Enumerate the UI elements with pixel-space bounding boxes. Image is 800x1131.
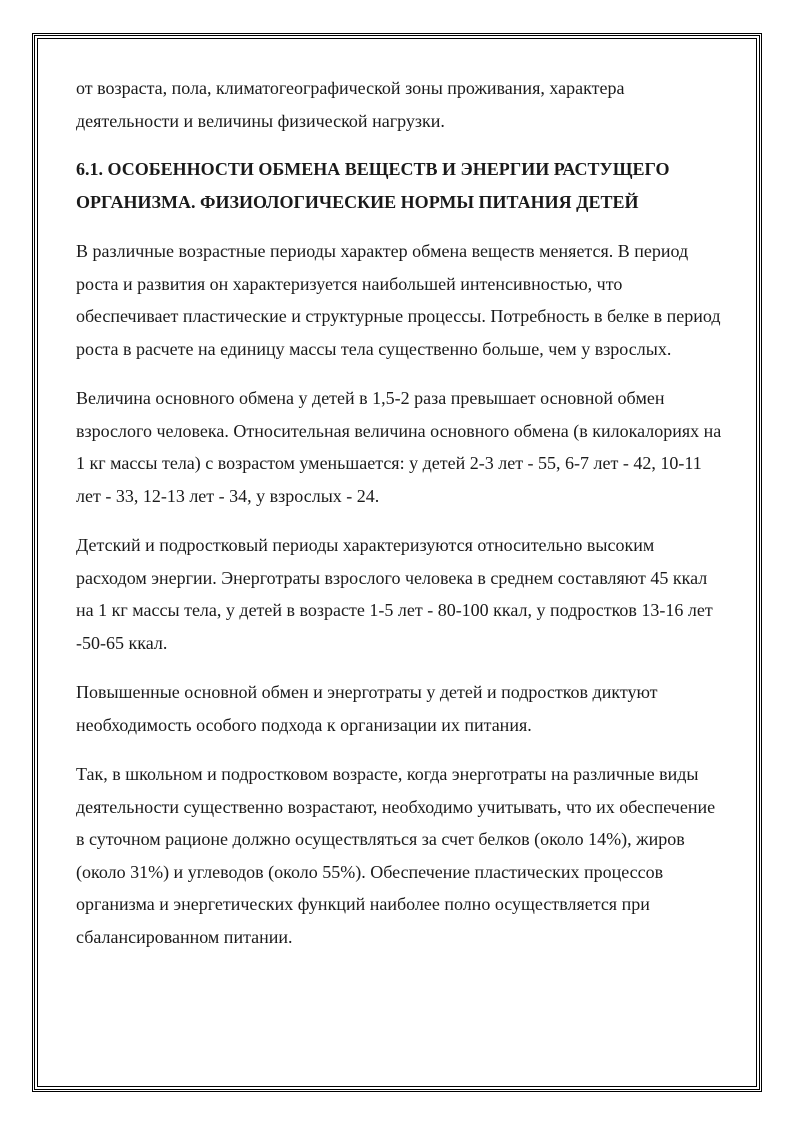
paragraph-energy-expenditure: Детский и подростковый периоды характеризуются относительно высоким расходом энергии. Энерготраты взрослого человека в среднем составляют 45 ккал на 1 кг массы тела, у детей в возрасте 1-5 лет - 80-100 ккал, у подростков 13-16 лет -50-65 ккал. bbox=[76, 535, 713, 653]
paragraph-basal-metabolism: Величина основного обмена у детей в 1,5-2 раза превышает основной обмен взрослого человека. Относительная величина основного обмена (в килокалориях на 1 кг массы тела) с возрастом уменьшается: у детей 2-3 лет - 55, 6-7 лет - 42, 10-11 лет - 33, 12-13 лет - 34, у взрослых - 24. bbox=[76, 388, 722, 506]
paragraph-balanced-diet: Так, в школьном и подростковом возрасте, когда энерготраты на различные виды деятельности существенно возрастают, необходимо учитывать, что их обеспечение в суточном рационе должно осуществляться за счет белков (около 14%), жиров (около 31%) и углеводов (около 55%). Обеспечение пластических процессов организма и энергетических функций наиболее полно осуществляется при сбалансированном питании. bbox=[76, 764, 716, 947]
paragraph-metabolism-periods: В различные возрастные периоды характер обмена веществ меняется. В период роста и развития он характеризуется наибольшей интенсивностью, что обеспечивает пластические и структурные процессы. Потребность в белке в период роста в расчете на единицу массы тела существенно больше, чем у взрослых. bbox=[76, 241, 721, 359]
document-body bbox=[76, 72, 726, 970]
paragraph-nutrition-approach: Повышенные основной обмен и энерготраты у детей и подростков диктуют необходимость особого подхода к организации их питания. bbox=[76, 682, 658, 735]
section-heading: 6.1. ОСОБЕННОСТИ ОБМЕНА ВЕЩЕСТВ И ЭНЕРГИИ РАСТУЩЕГО ОРГАНИЗМА. ФИЗИОЛОГИЧЕСКИЕ НОРМЫ ПИТАНИЯ ДЕТЕЙ bbox=[76, 159, 670, 212]
intro-continuation-paragraph: от возраста, пола, климатогеографической зоны проживания, характера деятельности и величины физической нагрузки. bbox=[76, 78, 625, 131]
